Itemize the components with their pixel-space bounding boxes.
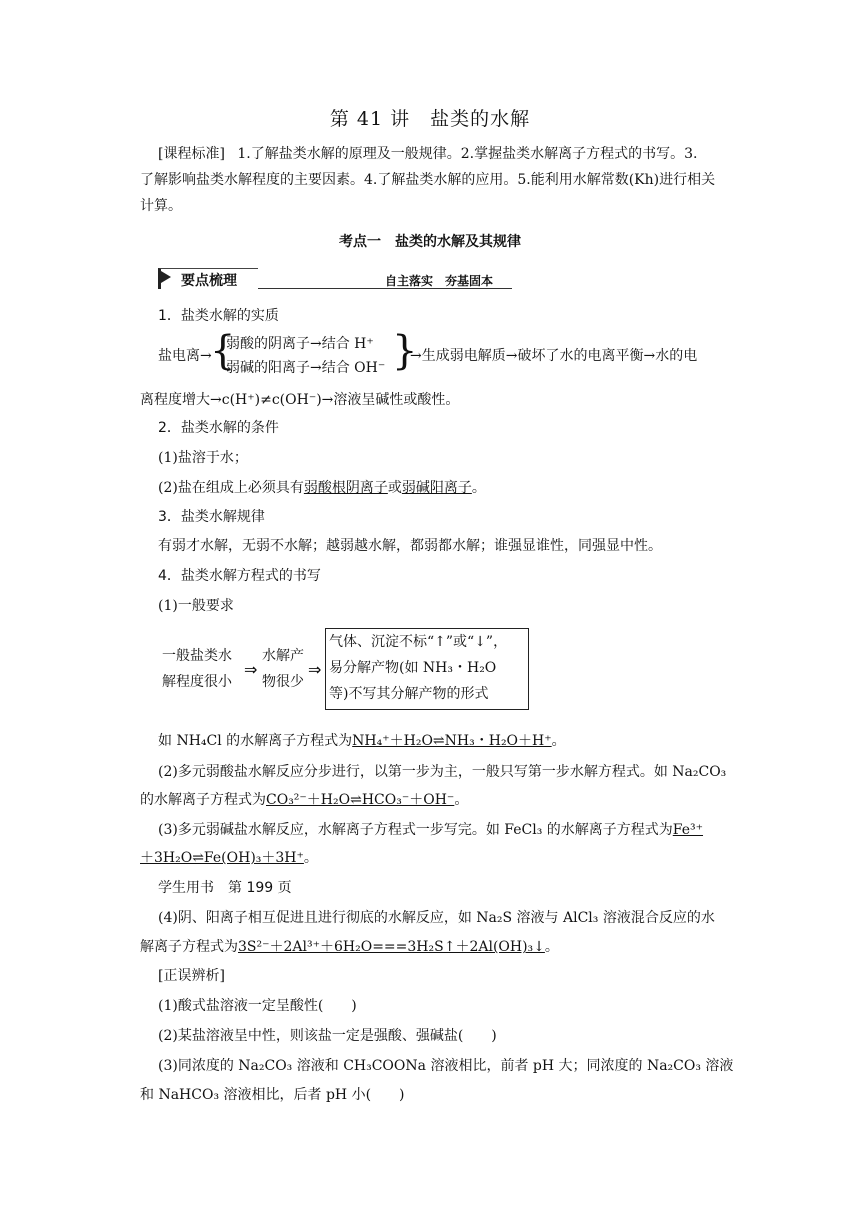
flow-step-b-2: 物很少	[262, 674, 304, 690]
s4-sub-3-line-2	[140, 848, 318, 868]
s1-lead: 盐电离→	[158, 348, 212, 364]
rules-box-line-3: 等)不写其分解产物的形式	[329, 686, 489, 702]
s4-sub-3-answer-2: ＋3H₂O⇌Fe(OH)₃＋3H⁺	[140, 850, 304, 866]
s4-sub-1: (1)一般要求	[158, 598, 234, 614]
s4-sub-3-a: (3)多元弱碱盐水解反应，水解离子方程式一步写完。如 FeCl₃ 的水解离子方程式为	[158, 822, 673, 838]
s4-sub-4-b: 。	[544, 939, 559, 955]
s4-sub-2-line-1: (2)多元弱酸盐水解反应分步进行，以第一步为主，一般只写第一步水解方程式。如 Na₂CO₃	[158, 764, 727, 780]
s4-sub-2-answer: CO₃²⁻＋H₂O⇌HCO₃⁻＋OH⁻	[266, 792, 455, 808]
s4-sub-4-a: 解离子方程式为	[140, 939, 238, 955]
s2-answer-1: 弱酸根阴离子	[303, 480, 388, 496]
s3-text: 有弱才水解，无弱不水解；越弱越水解，都弱都水解；谁强显谁性，同强显中性。	[158, 538, 662, 554]
implies-arrow-icon-2: ⇒	[308, 660, 322, 679]
book-reference: 学生用书 第 199 页	[158, 880, 292, 896]
standard-line-3: 计算。	[140, 198, 182, 214]
judge-tag: [正误辨析]	[158, 968, 225, 984]
rules-box-line-2: 易分解产物(如 NH₃・H₂O	[329, 660, 497, 676]
section-header-title: 要点梳理	[181, 273, 237, 289]
s4-example-1-answer: NH₄⁺＋H₂O⇌NH₃・H₂O＋H⁺	[352, 733, 552, 749]
flow-step-b-1: 水解产	[262, 648, 304, 664]
right-brace-icon: }	[392, 328, 418, 374]
s4-sub-3-b: 。	[303, 850, 318, 866]
standard-line-2: 了解影响盐类水解程度的主要因素。4.了解盐类水解的应用。5.能利用水解常数(Kh)进行相关	[140, 172, 716, 188]
standard-line-1	[158, 144, 697, 164]
s4-heading: 4．盐类水解方程式的书写	[158, 568, 321, 584]
s4-example-1-b: 。	[551, 733, 566, 749]
s4-sub-4-line-1: (4)阴、阳离子相互促进且进行彻底的水解反应，如 Na₂S 溶液与 AlCl₃ 溶液混合反应的水	[158, 910, 715, 926]
s4-sub-2-line-2	[140, 790, 468, 810]
flow-step-a-2: 解程度很小	[162, 674, 232, 690]
s2-heading: 2．盐类水解的条件	[158, 420, 279, 436]
flow-step-a-1: 一般盐类水	[162, 648, 232, 664]
s4-sub-3-line-1	[158, 820, 703, 840]
s2-item-2	[158, 478, 486, 498]
s4-sub-2-a: 的水解离子方程式为	[140, 792, 266, 808]
s2-answer-2: 弱碱阳离子	[401, 480, 472, 496]
s4-sub-2-b: 。	[454, 792, 469, 808]
lesson-title: 第 41 讲 盐类的水解	[329, 108, 531, 130]
judge-q1: (1)酸式盐溶液一定呈酸性( )	[158, 998, 357, 1014]
standard-tag: [课程标准]	[158, 146, 225, 162]
section-header-right: 自主落实 夯基固本	[385, 274, 494, 288]
s2-item-2-a: (2)盐在组成上必须具有	[158, 480, 304, 496]
s2-item-1: (1)盐溶于水；	[158, 450, 248, 466]
kaodian-heading: 考点一 盐类的水解及其规律	[339, 234, 521, 250]
s4-sub-4-answer: 3S²⁻＋2Al³⁺＋6H₂O===3H₂S↑＋2Al(OH)₃↓	[238, 939, 545, 955]
judge-q3-line-1: (3)同浓度的 Na₂CO₃ 溶液和 CH₃COONa 溶液相比，前者 pH 大；同浓度的 Na₂CO₃ 溶液	[158, 1058, 734, 1074]
s3-heading: 3．盐类水解规律	[158, 509, 265, 525]
s4-sub-3-answer-1: Fe³⁺	[672, 822, 704, 838]
implies-arrow-icon: ⇒	[244, 660, 258, 679]
s1-after: →生成弱电解质→破坏了水的电离平衡→水的电	[410, 348, 698, 364]
s1-branch-2: 弱碱的阳离子→结合 OH⁻	[226, 360, 386, 376]
s2-item-2-c: 。	[471, 480, 486, 496]
rules-box	[325, 628, 529, 710]
s4-sub-4-line-2	[140, 937, 559, 957]
s4-example-1-a: 如 NH₄Cl 的水解离子方程式为	[158, 733, 353, 749]
rules-box-line-1: 气体、沉淀不标“↑”或“↓”，	[329, 634, 508, 650]
s1-line-2: 离程度增大→c(H⁺)≠c(OH⁻)→溶液呈碱性或酸性。	[140, 392, 460, 408]
s2-item-2-b: 或	[387, 480, 402, 496]
left-brace-icon: {	[210, 328, 236, 374]
standard-text-1: 1.了解盐类水解的原理及一般规律。2.掌握盐类水解离子方程式的书写。3.	[237, 146, 698, 162]
s1-branch-1: 弱酸的阴离子→结合 H⁺	[226, 336, 374, 352]
s1-heading: 1．盐类水解的实质	[158, 308, 279, 324]
judge-q2: (2)某盐溶液呈中性，则该盐一定是强酸、强碱盐( )	[158, 1028, 497, 1044]
judge-q3-line-2: 和 NaHCO₃ 溶液相比，后者 pH 小( )	[140, 1087, 405, 1103]
play-triangle-icon	[161, 271, 171, 283]
s4-example-1	[158, 731, 566, 751]
